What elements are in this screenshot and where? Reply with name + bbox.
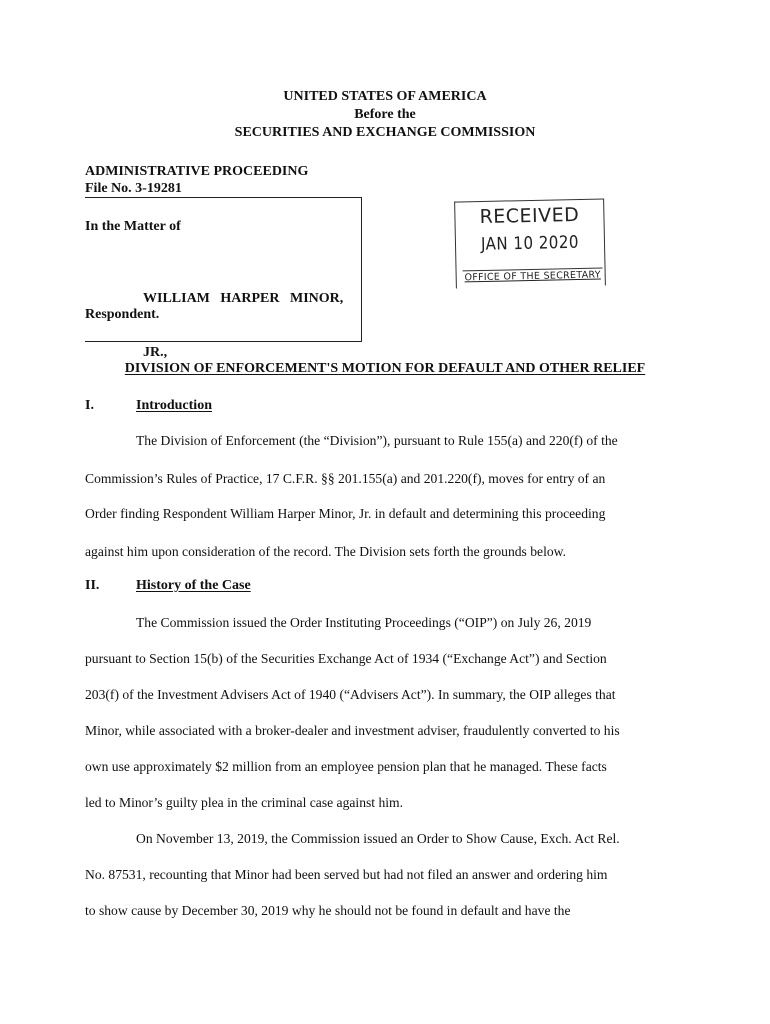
section-2-p1-line-2: pursuant to Section 15(b) of the Securities Exchange Act of 1934 (“Exchange Act”) and Section <box>85 651 607 666</box>
section-1-number: I. <box>85 398 94 413</box>
motion-title-text: DIVISION OF ENFORCEMENT'S MOTION FOR DEFAULT AND OTHER RELIEF <box>124 361 646 376</box>
section-1-line-4: against him upon consideration of the record. The Division sets forth the grounds below. <box>85 544 566 559</box>
received-stamp <box>454 198 606 288</box>
section-2-p1-line-3: 203(f) of the Investment Advisers Act of 1940 (“Advisers Act”). In summary, the OIP alleges that <box>85 687 616 702</box>
proceeding-block <box>85 163 308 197</box>
court-header <box>0 88 770 142</box>
section-1-line-1: The Division of Enforcement (the “Division”), pursuant to Rule 155(a) and 220(f) of the <box>136 433 618 448</box>
section-1-heading-text: Introduction <box>136 398 212 413</box>
section-2-p1-line-1: The Commission issued the Order Instituting Proceedings (“OIP”) on July 26, 2019 <box>136 615 592 630</box>
file-number: File No. 3-19281 <box>85 181 182 196</box>
section-2-heading <box>136 577 251 595</box>
section-2-p2-line-3: to show cause by December 30, 2019 why he should not be found in default and have the <box>85 903 571 918</box>
in-the-matter-label: In the Matter of <box>85 219 181 234</box>
section-2-p2-line-2: No. 87531, recounting that Minor had been served but had not filed an answer and ordering him <box>85 867 608 882</box>
header-line-commission: SECURITIES AND EXCHANGE COMMISSION <box>234 125 536 140</box>
proceeding-type: ADMINISTRATIVE PROCEEDING <box>85 164 309 179</box>
respondent-label: Respondent. <box>85 307 160 322</box>
motion-title <box>0 361 770 377</box>
section-1-heading <box>136 397 212 415</box>
stamp-received-text: RECEIVED <box>479 203 580 229</box>
section-1-line-3: Order finding Respondent William Harper Minor, Jr. in default and determining this proceeding <box>85 506 606 521</box>
header-line-before: Before the <box>354 107 416 122</box>
stamp-date: JAN 10 2020 <box>480 231 580 255</box>
stamp-office: OFFICE OF THE SECRETARY <box>463 267 603 283</box>
section-2-p1-line-5: own use approximately $2 million from an employee pension plan that he managed. These facts <box>85 759 607 774</box>
section-2-p1-line-4: Minor, while associated with a broker-dealer and investment adviser, fraudulently converted to his <box>85 723 620 738</box>
section-2-p1-line-6: led to Minor’s guilty plea in the criminal case against him. <box>85 795 403 810</box>
section-2-heading-text: History of the Case <box>136 578 251 593</box>
section-1-line-2: Commission’s Rules of Practice, 17 C.F.R. §§ 201.155(a) and 201.220(f), moves for entry of an <box>85 471 606 486</box>
case-caption-box <box>85 197 362 360</box>
respondent-name-line2: JR., <box>143 345 168 360</box>
respondent-name-line1: WILLIAM HARPER MINOR, <box>143 291 344 306</box>
section-2-p2-line-1: On November 13, 2019, the Commission issued an Order to Show Cause, Exch. Act Rel. <box>136 831 620 846</box>
header-line-country: UNITED STATES OF AMERICA <box>283 89 487 104</box>
section-2-number: II. <box>85 578 100 593</box>
